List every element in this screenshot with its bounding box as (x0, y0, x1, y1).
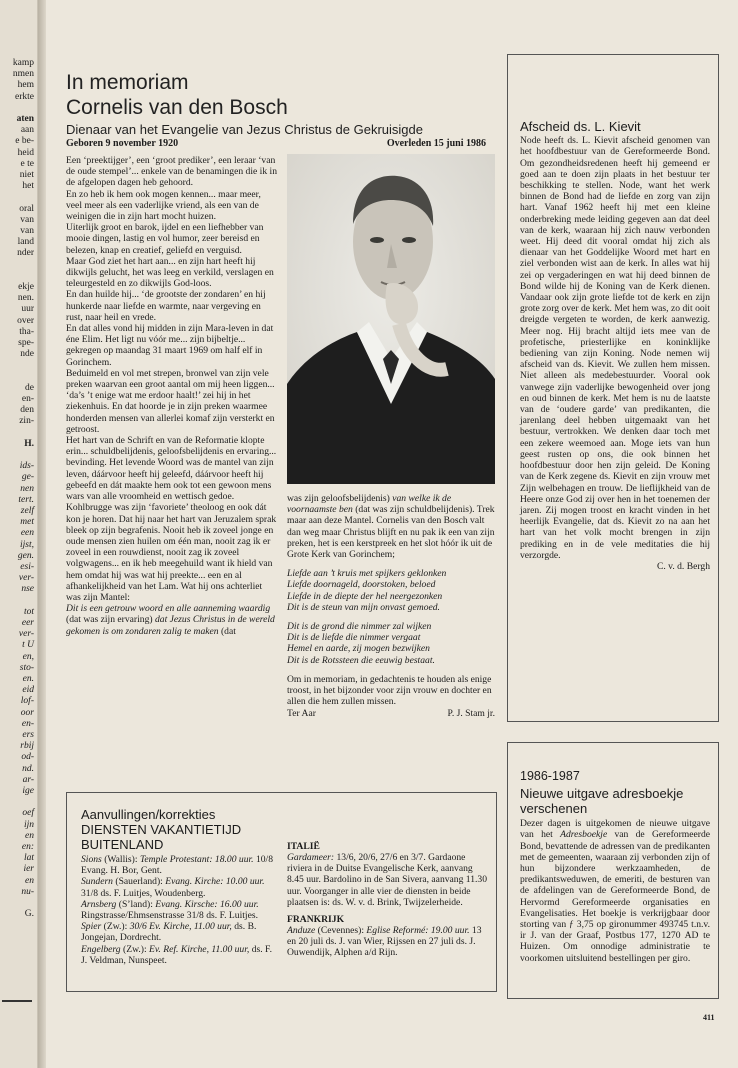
article-paragraph-cont (287, 493, 495, 560)
fragment-line: erkte (15, 91, 34, 102)
fragment-line: en: (21, 842, 34, 852)
fragment-line: e te (20, 158, 34, 169)
service-entry (81, 899, 277, 921)
country-frankrijk: FRANKRIJK (287, 914, 345, 926)
text-italic: Adresboekje (560, 829, 608, 841)
entry-region: (Sauerland): (112, 876, 166, 888)
fragment-line: nd. (22, 763, 34, 774)
fragment-line: en- (21, 718, 34, 729)
entry-place: Spier (81, 921, 102, 933)
fragment-line: het (22, 181, 34, 192)
fragment-line: hem (17, 80, 34, 91)
fragment-line: zin- (19, 416, 34, 427)
fragment-line: met (20, 517, 34, 528)
fragment-line: od- (21, 752, 34, 763)
entry-place: Sundern (81, 876, 113, 888)
quote-italic: Dit is een getrouw woord en alle aanneming waardig (66, 603, 271, 615)
fragment-line: sto- (19, 662, 34, 673)
poem-line: Dit is de Rotssteen die eeuwig bestaat. (287, 654, 435, 666)
fragment-line: ver- (18, 629, 34, 640)
aanvullingen-heading: DIENSTEN VAKANTIETIJD BUITENLAND (81, 822, 242, 852)
article-paragraph: Het hart van de Schrift en van de Reformatie klopte erin... schuldbelijdenis, geloofsbelijdenis en ervaring... bevinding. Het levende Woord was de mantel van zijn leven, dáárvoor heeft hij geleefd, dáárvoor heeft hij gebeefd en dát maakte hem ook tot een gewoon mens wars van alle vroomheid en wettisch gedoe. Kohlbrugge was zijn ‘favoriete’ theoloog en ook dát kon je horen. Dat hij naar het hart van Jeruzalem sprak bleek op zijn begrafenis. Nooit heb ik zoveel jonge en oude mensen zien huilen om één man, nooit zag ik er zoveel in een rouwdienst, nooit zag ik zoveel volgwagens... en ik heb meegehuild want ik hield van hem omdat hij was wat hij preekte... een en al afhankelijkheid van het Lam. Wat hij ons achterliet was zijn Mantel: (66, 435, 277, 603)
fragment-line: en- (21, 394, 34, 404)
death-date: Overleden 15 juni 1986 (386, 138, 486, 149)
entry-church: Ev. Ref. Kirche, 11.00 uur, (149, 943, 250, 955)
fragment-line: ar- (22, 774, 34, 785)
service-entry-frankrijk (287, 925, 487, 959)
country-italie: ITALIË (287, 841, 320, 852)
poem-line: Liefde aan ’t kruis met spijkers geklonken (287, 568, 447, 580)
entry-church: Evang. Kirche: 10.00 uur. (165, 876, 265, 888)
fragment-line: tert. (18, 494, 34, 505)
place: Ter Aar (287, 708, 316, 720)
entry-region: (Wallis): (101, 854, 140, 865)
entry-place: Arnsberg (81, 898, 117, 910)
fragment-line: een (20, 528, 34, 539)
text-span: was zijn geloofsbelijdenis) (287, 493, 393, 504)
adresboekje-text (520, 818, 710, 964)
page-gutter (38, 0, 46, 1068)
poem-stanza-2 (287, 621, 495, 666)
entry-text: ds. F. J. Veldman, Nunspeet. (81, 943, 273, 966)
fragment-line: kamp (12, 58, 34, 68)
title-line-2: Cornelis van den Bosch (66, 96, 288, 119)
article-paragraph: Uiterlijk groot en barok, ijdel en een liefhebber van mooie dingen, lastig en vol humor, zeer bereisd en belezen, knap en creatief, geliefd en verguisd. (66, 222, 264, 256)
entry-church: Temple Protestant: 18.00 uur. (139, 854, 254, 865)
fragment-line: H. (24, 438, 34, 449)
entry-region: (S’land): (116, 898, 156, 910)
title-line-1: In memoriam (66, 71, 189, 94)
adresboekje-box (507, 742, 719, 999)
entry-region: (Cevennes): (315, 925, 367, 937)
fragment-line: van (20, 226, 34, 236)
article-paragraph: Een ‘preektijger’, een ‘groot prediker’, een leraar ‘van de oude stempel’... enkele van de benamingen die ik in de afgelopen dagen heb gehoord. (66, 155, 277, 189)
aanvullingen-kicker: Aanvullingen/korrekties (81, 807, 216, 822)
fragment-line: tot (23, 606, 34, 617)
quote-italic: van welke ik de voornaamste ben (287, 493, 452, 516)
text-span: (dat was zijn schuldbelijdenis). Trek maar aan deze Mantel. Cornelis van den Bosch valt dan weg maar Christus blijft en nu pak ik een van zijn preken, het is een kerstpreek en het slot hóór ik uit de Grote Kerk van Gorinchem; (287, 504, 495, 561)
aanvullingen-box (66, 792, 497, 992)
entry-text: Ringstrasse/Ehmsenstrasse 31/8 ds. F. Luitjes. (81, 910, 258, 922)
fragment-line: ijst, (20, 539, 34, 550)
entry-text: ds. B. Jongejan, Dordrecht. (81, 921, 257, 944)
text-span: van de Gereformeerde Bond, bevattende de adressen van de predikanten met de gemeenten, waaraan zij verbonden zijn of hun bijzondere werkzaamheden, de predikantsweduwen, de emeriti, de besturen van de afdelingen van de Gereformeerde Bond, de Hervormd Gereformeerde organisaties en Evangelisaties. Het boekje is verkrijgbaar door storting van ƒ 3,75 op gironummer 493745 t.n.v. ir J. van der Graaf, Postbus 177, 1270 AD te Huizen. Om onnodige administratie te voorkomen uitsluitend bestellingen per giro. (520, 829, 710, 964)
fragment-line: ids- (19, 461, 34, 472)
fragment-line: en (25, 875, 34, 886)
poem-line: Liefde in de diepte der hel neergezonken (287, 590, 443, 602)
poem-line: Liefde doornageld, doorstoken, beloed (287, 579, 436, 591)
fragment-line: G. (24, 909, 34, 920)
birth-date: Geboren 9 november 1920 (66, 138, 179, 149)
article-paragraph: En dat alles vond hij midden in zijn Mara-leven in dat éne Elim. Het ligt nu vóór me... zijn bijbeltje... gekregen op maandag 31 maart 1969 om half elf in Gorinchem. (66, 323, 274, 368)
entry-text: 31/8 ds. F. Luitjes, Woudenberg. (81, 887, 206, 899)
service-entry (81, 921, 277, 943)
text-span: (dat (218, 625, 236, 637)
entry-church: 30/6 Ev. Kirche, 11.00 uur, (129, 921, 232, 933)
author-signature: P. J. Stam jr. (447, 708, 495, 720)
fragment-line: nder (17, 248, 34, 259)
afscheid-signature: C. v. d. Bergh (656, 560, 710, 572)
poem-line: Hemel en aarde, zij mogen bezwijken (287, 643, 430, 655)
poem-line: Dit is de steun van mijn onvast gemoed. (287, 601, 440, 613)
entry-place: Sions (81, 854, 102, 865)
poem-stanza-1 (287, 568, 495, 613)
article-paragraph: Beduimeld en vol met strepen, bronwel van zijn vele preken waarvan een groot aantal om mij heen liggen... ‘da’s ’t enige wat me erdoor haalt!’ zei hij in het ziekenhuis. En dat hoorde je in zijn preken waarmee honderden mensen van allerlei komaf zijn versterkt en getroost. (66, 367, 275, 435)
fragment-line: ier (23, 864, 34, 875)
article-paragraphs (66, 155, 278, 603)
fragment-line: de (25, 382, 34, 393)
previous-page-fragment (0, 0, 38, 1068)
article-column-2 (287, 493, 495, 720)
afscheid-box (507, 54, 719, 722)
fragment-line: en, (22, 651, 34, 662)
fragment-line: ige (22, 786, 34, 796)
article-column-1 (66, 155, 278, 637)
fragment-line: en. (22, 674, 34, 684)
fragment-line: spe- (18, 338, 34, 348)
article-subtitle: Dienaar van het Evangelie van Jezus Christus de Gekruisigde (66, 122, 423, 137)
fragment-line: aten (16, 114, 34, 124)
service-entry (81, 944, 277, 966)
fragment-line: zelf (20, 506, 34, 516)
portrait-photo (287, 154, 495, 484)
afscheid-text: Node heeft ds. L. Kievit afscheid genomen van het hoofdbestuur van de Gereformeerde Bond. Om gezondheidsredenen heeft hij gemeend er goed aan te doen zijn plaats in het bestuur ter beschikking te stellen. Node, want het werk binnen de Bond had de liefde en zorg van zijn hart. Vanaf 1962 heeft hij met een kleine onderbreking mede leiding gegeven aan dat deel van de kerk, waaraan hij zich nauw verbonden weet. Hij deed dit vooral omdat hij zich als dienaar van het Goddelijke Woord met hart en ziel verbonden wist aan de kerk. In alles wat hij zei op vergaderingen en wat hij deed binnen de Bond wilde hij de Koning van de Kerk dienen. Vandaar ook zijn grote liefde tot de kerk en zijn grote zorg over de kerk. Met hem was, zo dit ooit dreigde vergeten te worden, de kerk aanwezig. Meer nog. Hij bracht altijd iets mee van de profetische, priesterlijke en koninklijke bediening van zijn Koning. Node nemen wij afscheid van ds. Kievit. We zullen hem missen. Niet alleen als medebestuurder. Vooral ook vanwege zijn vaderlijke bewogenheid over jong en oud binnen de kerk. Met hem is nu de laatste van de ‘oudere garde’ van predikanten, die jarenlang deel hebben uitgemaakt van het bestuur, vertrokken. We denken daar toch met een zekere weemoed aan. Moge iets van hun geest rusten op ons, die ook binnen het hoofdbestuur door hen zijn geleid. De Koning van de Kerk zegene ds. Kievit en zijn vrouw met Zijn welbehagen en trouw. De lieflijkheid van de Heere onze God zij over hen in het toenemen der jaren. Zij mogen troost en kracht vinden in het heerlijk Evangelie, dat ds. Kievit zo na aan het hart van het volk mocht brengen in zijn prediking en in de vele meditaties die hij verzorgde. (520, 135, 710, 561)
fragment-line: heid (17, 147, 34, 158)
signature-line (287, 708, 495, 719)
entry-church: Evang. Kirsche: 16.00 uur. (155, 898, 259, 910)
service-entry-italie (287, 852, 487, 908)
article-paragraph: En dan huilde hij... ‘de grootste der zondaren’ en hij hunkerde naar liefde en warmte, naar vergeving en rust, naar heil en vrede. (66, 289, 266, 323)
fragment-line: nde (20, 349, 34, 360)
fragment-line: rbij (20, 741, 34, 752)
fragment-line: lat (23, 853, 34, 864)
text-span: (dat was zijn ervaring) (66, 614, 155, 626)
service-entry (81, 876, 277, 898)
article-paragraph-tail (66, 603, 278, 637)
article-paragraph: En zo heb ik hem ook mogen kennen... maar meer, veel meer als een vaderlijke vriend, als een van de weinigen die in zijn hart mocht huizen. (66, 188, 261, 223)
fragment-line: uur (21, 304, 34, 315)
fragment-line: den (20, 405, 34, 416)
entry-text: 13/6, 20/6, 27/6 en 3/7. Gardaone riviera in de Duitse Evangelische Kerk, aanvang 8.45 uur. Bardolino in de San Sivera, aanvang 11.30 uur. Voorganger in alle vier de diensten in beide plaatsen is: ds. W. v. d. Brink, Twijzelerheide. (287, 852, 488, 908)
fragment-line: over (17, 315, 34, 326)
article-title (66, 70, 288, 120)
entry-text: 13 en 20 juli ds. J. van Wier, Rijssen en 27 juli ds. J. Ouwendijk, Alphen a/d Rijn. (287, 925, 482, 959)
divider (2, 1000, 32, 1002)
entry-place: Engelberg (81, 943, 121, 955)
adresboekje-kicker: 1986-1987 (520, 769, 580, 783)
fragment-line: aan (20, 125, 34, 136)
aanvullingen-right (287, 837, 487, 959)
fragment-line: nse (21, 584, 34, 595)
fragment-line: nmen (12, 69, 34, 80)
fragment-line: ver- (18, 573, 34, 584)
service-entries (81, 854, 277, 966)
poem-line: Dit is de grond die nimmer zal wijken (287, 621, 432, 633)
fragment-line: en (25, 830, 34, 841)
fragment-line: ge- (21, 472, 34, 483)
afscheid-heading: Afscheid ds. L. Kievit (520, 119, 641, 134)
fragment-line: nen (20, 483, 34, 494)
poem-line: Dit is de liefde die nimmer vergaat (287, 632, 421, 644)
fragment-line: oral (19, 203, 34, 214)
fragment-line: oor (20, 707, 34, 718)
fragment-line: niet (19, 170, 34, 180)
fragment-line: e be- (15, 136, 34, 147)
entry-region: (Zw.): (101, 921, 130, 933)
aanvullingen-left (81, 807, 277, 966)
fragment-line: tha- (19, 326, 34, 337)
fragment-line: nu- (21, 886, 34, 897)
fragment-line: land (17, 237, 34, 248)
fragment-line: esi- (20, 562, 34, 572)
entry-place: Gardameer: (287, 852, 335, 863)
adresboekje-heading: Nieuwe uitgave adresboekje verschenen (520, 786, 684, 817)
fragment-line: t U (22, 640, 34, 651)
fragment-line: ijn (23, 819, 34, 830)
entry-region: (Zw.): (120, 943, 150, 955)
fragment-line: oef (22, 808, 34, 819)
fragment-line: eer (21, 618, 34, 628)
fragment-line: gen. (17, 550, 34, 561)
closing-paragraph: Om in memoriam, in gedachtenis te houden als enige troost, in het bijzonder voor zijn vrouw en dochter en allen die hem zullen missen. (287, 673, 492, 708)
entry-place: Anduze (287, 925, 316, 937)
fragment-line: ekje (18, 282, 34, 292)
quote-italic: dat Jezus Christus in de wereld gekomen is om zondaren zalig te maken (66, 614, 275, 637)
page-number: 411 (703, 1013, 715, 1022)
entry-church: Eglise Reformé: 19.00 uur. (366, 925, 470, 937)
service-entry (81, 854, 277, 876)
entry-text: 10/8 Evang. H. Bor, Gent. (81, 854, 274, 877)
fragment-line: nen. (17, 293, 34, 304)
article-paragraph: Maar God ziet het hart aan... en zijn hart heeft hij dikwijls gelucht, het was leeg en verkild, verslagen en teleurgesteld en zo dikwijls God-loos. (66, 255, 274, 290)
fragment-line: eid (22, 685, 34, 696)
fragment-line: van (20, 214, 34, 225)
text-span: Dezer dagen is uitgekomen de nieuwe uitgave van het (520, 818, 710, 841)
fragment-line: lof- (20, 696, 34, 707)
fragment-line: ers (22, 730, 34, 740)
